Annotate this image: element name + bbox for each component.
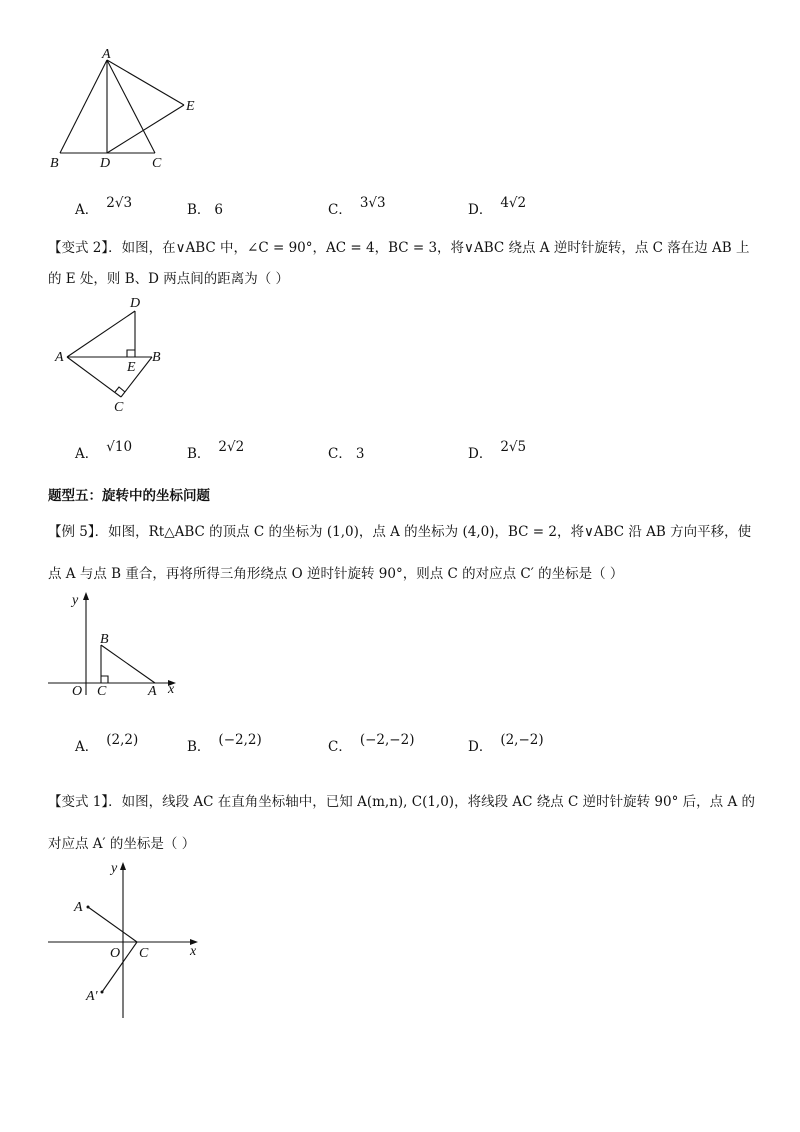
option-letter: D．: [468, 446, 493, 462]
label-a-prime: A′: [86, 989, 98, 1004]
option-value: (2,2): [106, 732, 139, 748]
figure-rotated-triangle: [50, 292, 180, 417]
figure-triangle-abcde: [40, 45, 210, 175]
label-b: B: [100, 632, 109, 647]
q1-option-c[interactable]: [328, 195, 386, 218]
segment-de: [107, 105, 184, 153]
option-value: (2,−2): [500, 732, 544, 748]
y-axis-arrow: [83, 592, 89, 600]
point-a: [87, 906, 90, 909]
q1-option-b[interactable]: [187, 198, 223, 218]
label-b: B: [50, 156, 59, 171]
right-angle-mark-c: [115, 387, 125, 392]
option-value: 6: [214, 202, 224, 218]
point-a-prime: [101, 991, 104, 994]
q3-option-a[interactable]: [75, 732, 139, 755]
label-a: A: [55, 350, 64, 365]
segment-ad: [67, 311, 135, 357]
option-letter: D．: [468, 202, 493, 218]
option-value: 2√3: [106, 195, 133, 211]
question-variant-1-line2: 对应点 A′ 的坐标是（ ）: [48, 836, 196, 852]
label-c: C: [97, 684, 107, 699]
segment-cb: [121, 357, 152, 397]
section-heading: 题型五：旋转中的坐标问题: [48, 488, 210, 504]
q3-option-d[interactable]: [468, 732, 544, 755]
triangle-bca: [101, 645, 155, 683]
option-value: 2√2: [218, 439, 245, 455]
label-x: x: [190, 944, 197, 959]
label-y: y: [72, 593, 79, 608]
option-letter: D．: [468, 739, 493, 755]
label-a: A: [74, 900, 83, 915]
label-x: x: [168, 682, 175, 697]
option-letter: B．: [187, 202, 211, 218]
label-d: D: [130, 296, 141, 311]
label-o: O: [110, 946, 121, 961]
q2-option-a[interactable]: [75, 439, 133, 462]
option-value: (−2,−2): [359, 732, 415, 748]
right-angle-mark-c: [101, 676, 108, 683]
label-b: B: [152, 350, 161, 365]
label-c: C: [152, 156, 162, 171]
label-e: E: [186, 99, 195, 114]
y-axis-arrow: [120, 862, 126, 870]
option-value: (−2,2): [218, 732, 262, 748]
option-value: √10: [106, 439, 133, 455]
right-angle-mark-e: [127, 350, 135, 357]
label-c: C: [139, 946, 149, 961]
q2-option-c[interactable]: [328, 442, 364, 462]
option-value: 3√3: [359, 195, 386, 211]
label-y: y: [111, 861, 118, 876]
option-letter: C．: [328, 739, 352, 755]
option-letter: A．: [75, 446, 99, 462]
option-letter: A．: [75, 202, 99, 218]
option-value: 2√5: [500, 439, 527, 455]
question-variant-1-line1: 【变式 1】．如图，线段 AC 在直角坐标轴中，已知 A(m,n), C(1,0)，将线段 AC 绕点 C 逆时针旋转 90° 后，点 A 的: [48, 794, 755, 810]
q2-option-d[interactable]: [468, 439, 527, 462]
figure-rotated-segment: [45, 855, 210, 1025]
segment-ab: [60, 60, 107, 153]
question-variant-2-line1: 【变式 2】．如图，在∨ABC 中，∠C = 90°，AC = 4，BC = 3，将∨ABC 绕点 A 逆时针旋转，点 C 落在边 AB 上: [48, 240, 750, 256]
option-letter: B．: [187, 446, 211, 462]
label-e: E: [127, 360, 136, 375]
figure-coordinate-triangle: [45, 590, 185, 700]
q1-option-d[interactable]: [468, 195, 527, 218]
option-letter: C．: [328, 446, 352, 462]
segment-ac: [67, 357, 121, 397]
label-a: A: [102, 47, 111, 62]
segment-ac: [88, 907, 137, 942]
label-d: D: [100, 156, 111, 171]
label-o: O: [72, 684, 83, 699]
option-letter: C．: [328, 202, 352, 218]
option-value: 3: [355, 446, 365, 462]
q3-option-b[interactable]: [187, 732, 262, 755]
option-letter: B．: [187, 739, 211, 755]
option-value: 4√2: [500, 195, 527, 211]
question-example-5-line1: 【例 5】．如图，Rt△ABC 的顶点 C 的坐标为 (1,0)，点 A 的坐标为 (4,0)，BC = 2，将∨ABC 沿 AB 方向平移，使: [48, 524, 752, 540]
label-a: A: [148, 684, 157, 699]
q2-option-b[interactable]: [187, 439, 245, 462]
label-c: C: [114, 400, 124, 415]
option-letter: A．: [75, 739, 99, 755]
question-example-5-line2: 点 A 与点 B 重合，再将所得三角形绕点 O 逆时针旋转 90°，则点 C 的对应点 C′ 的坐标是（ ）: [48, 566, 624, 582]
q1-option-a[interactable]: [75, 195, 133, 218]
q3-option-c[interactable]: [328, 732, 415, 755]
question-variant-2-line2: 的 E 处，则 B、D 两点间的距离为（ ）: [48, 271, 290, 287]
